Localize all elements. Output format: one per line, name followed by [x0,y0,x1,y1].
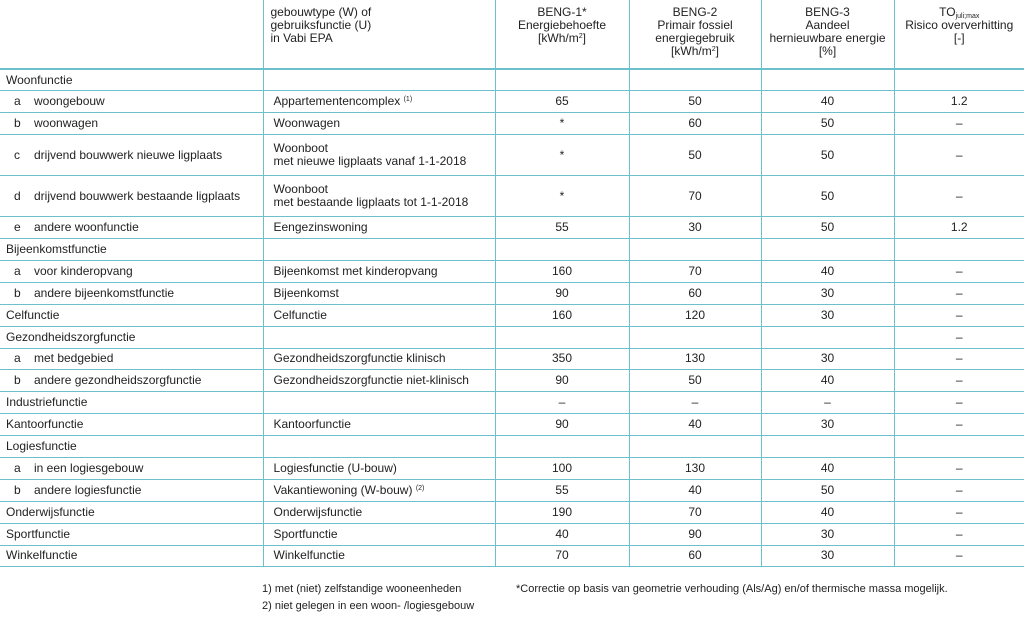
row-label-text: andere logiesfunctie [34,482,142,497]
table-row [0,217,1024,239]
header-function [0,0,263,69]
row-beng2-value: 60 [629,545,761,567]
row-to-value [894,239,1024,261]
row-function-label [0,260,263,282]
row-beng1-value: 100 [495,457,629,479]
table-row [0,176,1024,217]
row-beng3-value: 30 [761,414,894,436]
table-row [0,392,1024,414]
row-beng2-value: 50 [629,135,761,176]
row-beng3-value: 50 [761,176,894,217]
row-function-label [0,239,263,261]
row-to-value: – [894,479,1024,501]
row-to-value: – [894,545,1024,567]
row-label-text: Sportfunctie [6,526,71,541]
row-function-label [0,348,263,370]
row-function-label [0,392,263,414]
row-label-text: Onderwijsfunctie [6,504,95,519]
row-function-label [0,304,263,326]
row-building-type: Woonboot met bestaande ligplaats tot 1-1-2018 [263,176,495,217]
row-building-type [263,326,495,348]
table-row [0,69,1024,91]
row-beng1-value: * [495,135,629,176]
row-beng2-value: 130 [629,348,761,370]
row-to-value [894,436,1024,458]
row-building-type [263,436,495,458]
row-beng1-value: 350 [495,348,629,370]
row-building-type: Eengezinswoning [263,217,495,239]
row-building-type [263,69,495,91]
row-to-value: 1.2 [894,91,1024,113]
row-beng1-value: 65 [495,91,629,113]
footnote-1: 1) met (niet) zelfstandige wooneenheden [262,583,462,595]
row-building-type: Vakantiewoning (W-bouw) $^{(2)}$ [263,479,495,501]
row-beng2-value: 40 [629,479,761,501]
row-label-text: Gezondheidszorgfunctie [6,329,136,344]
row-beng2-value [629,69,761,91]
table-row [0,113,1024,135]
row-to-value: 1.2 [894,217,1024,239]
table-header-row [0,0,1024,69]
row-beng1-value: 70 [495,545,629,567]
row-label-text: met bedgebied [34,351,114,366]
row-function-label [0,457,263,479]
row-beng3-value: 30 [761,348,894,370]
row-beng3-value: 50 [761,217,894,239]
footnote-ref: (2) [415,484,425,492]
table-row [0,501,1024,523]
row-to-value: – [894,414,1024,436]
row-to-value: – [894,113,1024,135]
footnotes [262,581,474,615]
row-letter: a [14,263,21,278]
row-building-type: Logiesfunctie (U-bouw) [263,457,495,479]
row-beng3-value: 40 [761,370,894,392]
row-to-value: – [894,501,1024,523]
row-beng3-value: 50 [761,135,894,176]
header-beng2: BENG-2 Primair fossiel energiegebruik $[kWh/m^2]$ [629,0,761,69]
row-beng1-value: 160 [495,260,629,282]
row-to-value: – [894,348,1024,370]
row-building-type: Bijeenkomst met kinderopvang [263,260,495,282]
row-to-value: – [894,176,1024,217]
row-label-text: andere gezondheidszorgfunctie [34,373,202,388]
footnote-ref: (1) [403,96,413,104]
row-beng3-value: 40 [761,501,894,523]
row-function-label [0,91,263,113]
row-beng2-value: 30 [629,217,761,239]
footnote-2: 2) niet gelegen in een woon- /logiesgebouw [262,600,475,612]
row-label-text: Celfunctie [6,307,60,322]
row-function-label [0,217,263,239]
row-building-type: Bijeenkomst [263,282,495,304]
row-label-text: in een logiesgebouw [34,460,144,475]
row-beng3-value [761,239,894,261]
row-letter: c [14,147,20,162]
row-to-value: – [894,523,1024,545]
row-beng2-value [629,436,761,458]
row-beng1-value: * [495,113,629,135]
row-beng1-value [495,326,629,348]
row-beng1-value: 55 [495,217,629,239]
row-function-label [0,545,263,567]
row-beng3-value: 30 [761,545,894,567]
row-function-label [0,326,263,348]
row-building-type: Sportfunctie [263,523,495,545]
row-letter: b [14,373,21,388]
row-beng3-value: 40 [761,91,894,113]
row-letter: e [14,220,21,235]
row-letter: a [14,351,21,366]
row-label-text: Bijeenkomstfunctie [6,242,107,256]
row-building-type: Kantoorfunctie [263,414,495,436]
row-label-text: Kantoorfunctie [6,417,84,432]
row-beng2-value [629,239,761,261]
row-label-text: drijvend bouwwerk bestaande ligplaats [34,188,241,203]
row-function-label [0,501,263,523]
header-building-type: gebouwtype (W) of gebruiksfunctie (U) in Vabi EPA [263,0,495,69]
row-beng1-value: 90 [495,414,629,436]
row-beng2-value [629,326,761,348]
row-building-type: Winkelfunctie [263,545,495,567]
row-beng2-value: 60 [629,113,761,135]
row-function-label [0,370,263,392]
row-building-type: Appartementencomplex $^{(1)}$ [263,91,495,113]
row-function-label [0,414,263,436]
row-function-label [0,479,263,501]
row-label-text: woonwagen [34,116,99,131]
table-row [0,414,1024,436]
row-beng1-value: 160 [495,304,629,326]
row-to-value: – [894,260,1024,282]
row-building-type: Gezondheidszorgfunctie niet-klinisch [263,370,495,392]
table-row [0,239,1024,261]
row-label-text: Industriefunctie [6,395,88,410]
row-function-label [0,436,263,458]
row-beng1-value [495,239,629,261]
row-beng3-value: 30 [761,523,894,545]
row-to-value: – [894,282,1024,304]
row-beng3-value [761,436,894,458]
row-beng1-value [495,436,629,458]
row-beng1-value: 40 [495,523,629,545]
row-beng1-value: 90 [495,282,629,304]
row-to-value: – [894,304,1024,326]
row-beng2-value: 70 [629,176,761,217]
row-beng2-value: 40 [629,414,761,436]
row-beng1-value [495,69,629,91]
row-building-type: Woonwagen [263,113,495,135]
row-beng3-value [761,326,894,348]
row-building-type [263,239,495,261]
row-label-text: andere woonfunctie [34,220,139,235]
row-beng3-value: 40 [761,457,894,479]
table-row [0,135,1024,176]
row-function-label [0,113,263,135]
row-beng2-value: 130 [629,457,761,479]
row-label-text: woongebouw [34,94,105,109]
row-beng1-value: – [495,392,629,414]
row-beng2-value: 70 [629,260,761,282]
row-beng3-value: 30 [761,304,894,326]
row-beng2-value: 70 [629,501,761,523]
table-row [0,479,1024,501]
table-row [0,304,1024,326]
row-to-value: – [894,457,1024,479]
row-beng1-value: * [495,176,629,217]
row-beng2-value: – [629,392,761,414]
header-overheating-risk: $TO_{juli;max}$ Risico oververhitting [-] [894,0,1024,69]
row-building-type: Gezondheidszorgfunctie klinisch [263,348,495,370]
header-beng1: BENG-1* Energiebehoefte $[kWh/m^2]$ [495,0,629,69]
row-to-value: – [894,392,1024,414]
row-to-value: – [894,326,1024,348]
row-beng1-value: 190 [495,501,629,523]
table-row [0,545,1024,567]
row-function-label [0,523,263,545]
table-row [0,260,1024,282]
table-row [0,523,1024,545]
row-beng2-value: 120 [629,304,761,326]
table-row [0,370,1024,392]
row-label-text: Logiesfunctie [6,439,77,454]
row-to-value: – [894,135,1024,176]
row-letter: d [14,188,21,203]
row-building-type: Celfunctie [263,304,495,326]
row-to-value [894,69,1024,91]
header-beng3: BENG-3 Aandeel hernieuwbare energie [%] [761,0,894,69]
row-beng3-value [761,69,894,91]
row-beng2-value: 50 [629,91,761,113]
table-row [0,436,1024,458]
row-letter: b [14,285,21,300]
row-function-label [0,135,263,176]
row-beng1-value: 55 [495,479,629,501]
row-label-text: drijvend bouwwerk nieuwe ligplaats [34,147,223,162]
row-beng2-value: 90 [629,523,761,545]
row-building-type: Woonboot met nieuwe ligplaats vanaf 1-1-2018 [263,135,495,176]
row-label-text: andere bijeenkomstfunctie [34,285,175,300]
row-letter: b [14,482,21,497]
row-to-value: – [894,370,1024,392]
row-function-label [0,69,263,91]
row-function-label [0,176,263,217]
row-letter: a [14,460,21,475]
row-beng3-value: – [761,392,894,414]
table-row [0,282,1024,304]
row-label-text: Woonfunctie [6,72,73,87]
table-row [0,91,1024,113]
row-building-type: Onderwijsfunctie [263,501,495,523]
table-row [0,326,1024,348]
table-row [0,457,1024,479]
row-beng2-value: 60 [629,282,761,304]
row-beng3-value: 40 [761,260,894,282]
row-beng3-value: 30 [761,282,894,304]
row-label-text: voor kinderopvang [34,263,133,278]
row-beng3-value: 50 [761,479,894,501]
row-function-label [0,282,263,304]
row-beng3-value: 50 [761,113,894,135]
row-letter: b [14,116,21,131]
row-beng1-value: 90 [495,370,629,392]
footnote-correction: *Correctie op basis van geometrie verhouding (Als/Ag) en/of thermische massa mogelijk. [516,583,948,595]
row-label-text: Winkelfunctie [6,548,78,563]
row-building-type [263,392,495,414]
row-letter: a [14,94,21,109]
row-beng2-value: 50 [629,370,761,392]
table-row [0,348,1024,370]
